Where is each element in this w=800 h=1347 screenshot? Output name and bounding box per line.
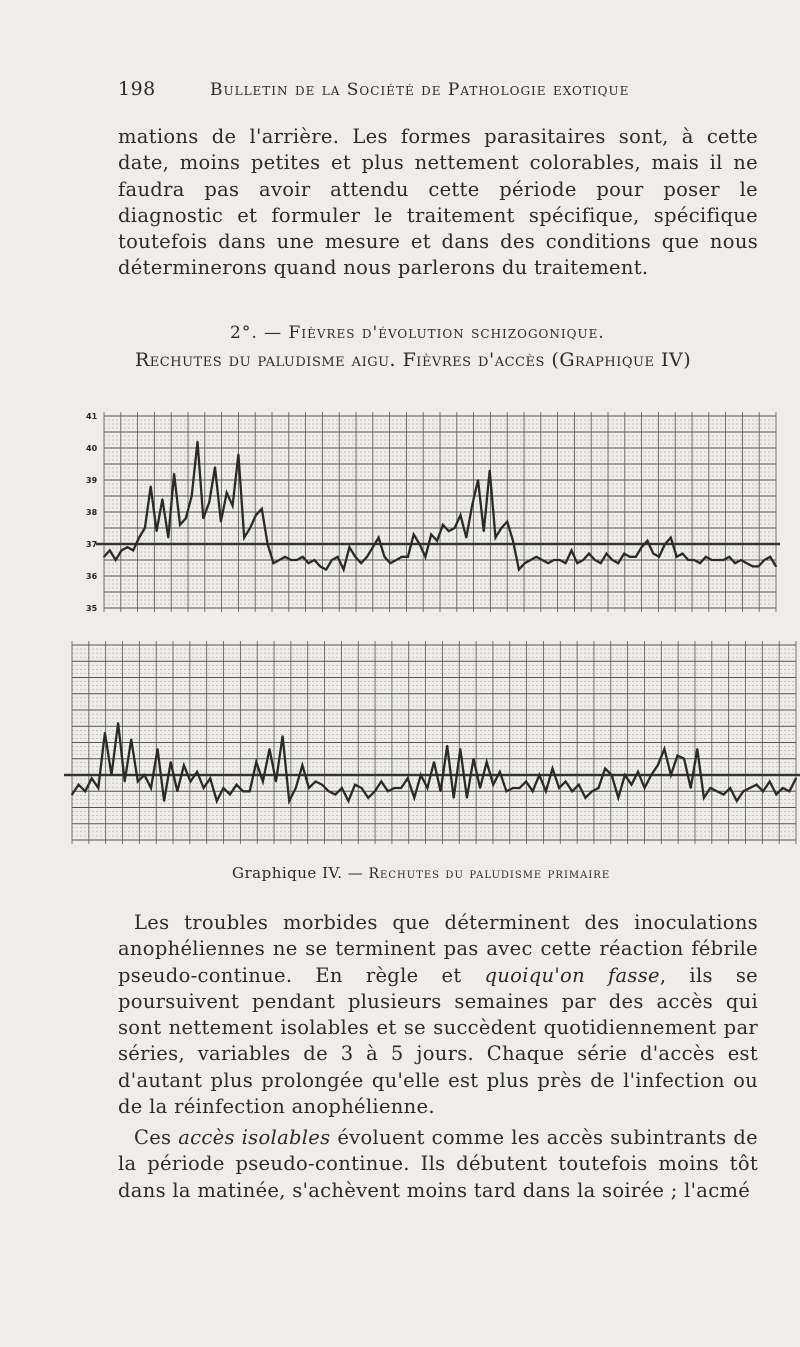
temperature-point — [190, 781, 192, 783]
temperature-point — [588, 553, 590, 555]
temperature-point — [387, 790, 389, 792]
temperature-point — [723, 794, 725, 796]
temperature-point — [670, 774, 672, 776]
temperature-point — [442, 524, 444, 526]
temperature-point — [267, 543, 269, 545]
temperature-point — [690, 787, 692, 789]
temperature-point — [196, 771, 198, 773]
temperature-point — [78, 784, 80, 786]
temperature-point — [717, 559, 719, 561]
temperature-point — [641, 546, 643, 548]
temperature-point — [179, 524, 181, 526]
y-tick-label: 37 — [86, 540, 98, 549]
temperature-point — [606, 553, 608, 555]
temperature-point — [361, 787, 363, 789]
temperature-point — [275, 781, 277, 783]
temperature-point — [775, 566, 777, 568]
temperature-point — [789, 790, 791, 792]
temperature-point — [448, 530, 450, 532]
temperature-point — [150, 486, 152, 488]
temperature-point — [91, 777, 93, 779]
temperature-point — [157, 748, 159, 750]
temperature-point — [758, 566, 760, 568]
temperature-point — [782, 787, 784, 789]
temperature-point — [249, 790, 251, 792]
paragraph-3-text-b: évoluent comme les accès subintrants de la période pseudo-continue. Ils débutent toutefois moins tôt dans la matinée, s'achèvent moins tard dans la soirée ; l'acmé — [118, 1126, 758, 1202]
temperature-point — [612, 559, 614, 561]
temperature-point — [124, 781, 126, 783]
temperature-point — [703, 797, 705, 799]
temperature-point — [736, 800, 738, 802]
temperature-point — [185, 518, 187, 520]
temperature-point — [249, 527, 251, 529]
temperature-point — [137, 781, 139, 783]
temperature-point — [380, 781, 382, 783]
temperature-point — [238, 454, 240, 456]
temperature-point — [652, 553, 654, 555]
paragraph-3-italic: accès isolables — [178, 1126, 331, 1149]
temperature-point — [229, 794, 231, 796]
temperature-point — [269, 748, 271, 750]
paragraph-2 — [118, 910, 758, 1120]
temperature-point — [427, 787, 429, 789]
temperature-point — [115, 559, 117, 561]
temperature-point — [242, 790, 244, 792]
temperature-point — [366, 556, 368, 558]
temperature-point — [578, 784, 580, 786]
temperature-point — [117, 722, 119, 724]
paragraph-2-text-b: , ils se poursuivent pendant plusieurs semaines par des accès qui sont nettement isolables et se succèdent quotidiennement par séries, variables de 3 à 5 jours. Chaque série d'accès est d'autant plus prolongée qu'elle est plus près de l'infection ou de la réinfection anophélienne. — [118, 963, 758, 1119]
temperature-point — [433, 761, 435, 763]
temperature-point — [647, 540, 649, 542]
temperature-point — [752, 566, 754, 568]
temperature-point — [664, 748, 666, 750]
temperature-point — [176, 790, 178, 792]
temperature-point — [576, 562, 578, 564]
temperature-point — [525, 781, 527, 783]
temperature-point — [419, 543, 421, 545]
temperature-point — [716, 790, 718, 792]
temperature-point — [631, 784, 633, 786]
section-heading: 2°. — Fièvres d'évolution schizogonique. — [230, 323, 605, 343]
temperature-point — [255, 514, 257, 516]
temperature-point — [696, 748, 698, 750]
temperature-point — [565, 781, 567, 783]
temperature-point — [501, 527, 503, 529]
temperature-point — [334, 794, 336, 796]
temperature-point — [328, 790, 330, 792]
temperature-point — [795, 777, 797, 779]
temperature-point — [395, 559, 397, 561]
temperature-point — [604, 768, 606, 770]
temperature-point — [337, 556, 339, 558]
temperature-point — [623, 553, 625, 555]
temperature-point — [670, 537, 672, 539]
temperature-point — [156, 530, 158, 532]
temperature-point — [512, 540, 514, 542]
temperature-point — [319, 566, 321, 568]
temperature-point — [518, 569, 520, 571]
temperature-point — [532, 790, 534, 792]
temperature-point — [524, 562, 526, 564]
temperature-point — [378, 537, 380, 539]
temperature-point — [565, 562, 567, 564]
section-subheading: Rechutes du paludisme aigu. Fièvres d'accès (Graphique IV) — [135, 349, 692, 371]
temperature-point — [308, 787, 310, 789]
temperature-point — [214, 466, 216, 468]
temperature-point — [756, 784, 758, 786]
temperature-point — [295, 787, 297, 789]
temperature-point — [97, 787, 99, 789]
temperature-chart-1 — [86, 412, 780, 613]
temperature-point — [571, 790, 573, 792]
y-tick-label: 39 — [86, 476, 98, 485]
temperature-point — [558, 787, 560, 789]
temperature-point — [553, 559, 555, 561]
temperature-point — [519, 787, 521, 789]
temperature-point — [290, 559, 292, 561]
temperature-point — [255, 761, 257, 763]
temperature-point — [400, 787, 402, 789]
temperature-point — [321, 784, 323, 786]
temperature-point — [582, 559, 584, 561]
temperature-point — [394, 787, 396, 789]
temperature-point — [315, 781, 317, 783]
paragraph-3 — [118, 1125, 758, 1204]
temperature-point — [343, 569, 345, 571]
running-head-title: Bulletin de la Société de Pathologie exotique — [210, 80, 630, 100]
temperature-point — [130, 738, 132, 740]
temperature-point — [401, 556, 403, 558]
temperature-point — [163, 800, 165, 802]
temperature-point — [389, 562, 391, 564]
temperature-point — [436, 540, 438, 542]
temperature-point — [209, 777, 211, 779]
caption-title: Rechutes du paludisme primaire — [368, 866, 611, 882]
temperature-point — [284, 556, 286, 558]
temperature-point — [314, 559, 316, 561]
temperature-point — [769, 556, 771, 558]
temperature-point — [512, 787, 514, 789]
temperature-point — [236, 784, 238, 786]
temperature-point — [262, 781, 264, 783]
temperature-point — [296, 559, 298, 561]
temperature-point — [407, 556, 409, 558]
temperature-point — [374, 790, 376, 792]
temperature-point — [746, 562, 748, 564]
temperature-point — [635, 556, 637, 558]
temperature-point — [109, 550, 111, 552]
temperature-point — [84, 790, 86, 792]
temperature-point — [103, 556, 105, 558]
temperature-point — [302, 764, 304, 766]
temperature-point — [144, 774, 146, 776]
temperature-point — [617, 562, 619, 564]
temperature-point — [440, 790, 442, 792]
temperature-point — [571, 550, 573, 552]
y-tick-label: 40 — [86, 444, 98, 453]
temperature-point — [740, 559, 742, 561]
temperature-point — [232, 505, 234, 507]
temperature-point — [384, 556, 386, 558]
temperature-point — [288, 800, 290, 802]
temperature-point — [763, 559, 765, 561]
temperature-point — [483, 530, 485, 532]
temperature-point — [349, 546, 351, 548]
temperature-point — [197, 441, 199, 443]
temperature-point — [121, 550, 123, 552]
temperature-point — [677, 755, 679, 757]
temperature-point — [495, 537, 497, 539]
y-tick-label: 41 — [86, 412, 98, 421]
temperature-point — [144, 527, 146, 529]
temperature-point — [183, 764, 185, 766]
temperature-point — [477, 479, 479, 481]
temperature-point — [624, 774, 626, 776]
y-tick-label: 36 — [86, 572, 98, 581]
temperature-point — [278, 559, 280, 561]
temperature-point — [682, 553, 684, 555]
temperature-point — [536, 556, 538, 558]
caption-prefix: Graphique IV. — — [232, 864, 369, 882]
temperature-point — [454, 527, 456, 529]
temperature-point — [598, 787, 600, 789]
temperature-point — [203, 787, 205, 789]
temperature-point — [138, 537, 140, 539]
temperature-point — [699, 562, 701, 564]
temperature-point — [769, 781, 771, 783]
temperature-point — [465, 537, 467, 539]
temperature-point — [367, 797, 369, 799]
temperature-point — [711, 559, 713, 561]
page-number: 198 — [118, 78, 156, 100]
temperature-point — [132, 550, 134, 552]
temperature-point — [354, 556, 356, 558]
temperature-point — [71, 794, 73, 796]
temperature-point — [591, 790, 593, 792]
temperature-point — [208, 502, 210, 504]
temperature-point — [552, 768, 554, 770]
temperature-point — [413, 797, 415, 799]
temperature-point — [594, 559, 596, 561]
temperature-point — [191, 495, 193, 497]
temperature-point — [530, 559, 532, 561]
paragraph-2-text-a: Les troubles morbides que déterminent des inoculations anophéliennes ne se terminent pas avec cette réaction fébrile pseudo-continue. En règle et — [118, 911, 758, 987]
temperature-point — [325, 569, 327, 571]
temperature-point — [723, 559, 725, 561]
temperature-point — [687, 559, 689, 561]
temperature-point — [676, 556, 678, 558]
temperature-point — [273, 562, 275, 564]
temperature-point — [585, 797, 587, 799]
temperature-point — [360, 562, 362, 564]
paragraph-2-italic: quoiqu'on fasse — [484, 963, 660, 987]
temperature-point — [420, 774, 422, 776]
temperature-point — [459, 748, 461, 750]
temperature-point — [538, 774, 540, 776]
temperature-point — [734, 562, 736, 564]
temperature-point — [354, 784, 356, 786]
temperature-point — [611, 774, 613, 776]
temperature-point — [150, 787, 152, 789]
temperature-point — [372, 546, 374, 548]
temperature-point — [220, 521, 222, 523]
temperature-point — [705, 556, 707, 558]
temperature-point — [104, 732, 106, 734]
temperature-point — [629, 556, 631, 558]
temperature-point — [492, 784, 494, 786]
temperature-point — [413, 534, 415, 536]
temperature-point — [167, 537, 169, 539]
temperature-point — [486, 761, 488, 763]
temperature-point — [547, 562, 549, 564]
temperature-point — [729, 787, 731, 789]
temperature-point — [506, 790, 508, 792]
figure-caption — [232, 864, 610, 882]
temperature-point — [506, 521, 508, 523]
temperature-point — [559, 559, 561, 561]
temperature-point — [261, 508, 263, 510]
temperature-point — [430, 534, 432, 536]
temperature-point — [728, 556, 730, 558]
paragraph-1: mations de l'arrière. Les formes parasitaires sont, à cette date, moins petites et plus nettement colorables, mais il ne faudra pas avoir attendu cette période pour poser le diagnostic et formuler le traitement spécifique, spécifique toutefois dans une mesure et dans des conditions que nous déterminerons quand nous parlerons du traitement. — [118, 125, 758, 280]
temperature-point — [348, 800, 350, 802]
temperature-point — [693, 559, 695, 561]
temperature-point — [683, 758, 685, 760]
temperature-chart-2 — [64, 641, 800, 844]
temperature-point — [226, 492, 228, 494]
temperature-point — [657, 764, 659, 766]
temperature-point — [170, 761, 172, 763]
temperature-point — [111, 774, 113, 776]
temperature-point — [742, 790, 744, 792]
temperature-point — [341, 787, 343, 789]
temperature-point — [749, 787, 751, 789]
temperature-point — [216, 800, 218, 802]
temperature-point — [479, 787, 481, 789]
temperature-point — [202, 518, 204, 520]
temperature-point — [331, 559, 333, 561]
temperature-point — [545, 790, 547, 792]
temperature-point — [637, 771, 639, 773]
temperature-point — [499, 771, 501, 773]
temperature-point — [308, 562, 310, 564]
temperature-point — [173, 473, 175, 475]
temperature-point — [162, 498, 164, 500]
temperature-point — [473, 758, 475, 760]
temperature-point — [600, 562, 602, 564]
temperature-point — [302, 556, 304, 558]
temperature-point — [407, 777, 409, 779]
temperature-point — [489, 470, 491, 472]
temperature-point — [446, 745, 448, 747]
temperature-point — [466, 797, 468, 799]
temperature-point — [710, 787, 712, 789]
temperature-point — [243, 537, 245, 539]
y-tick-label: 35 — [86, 604, 98, 613]
temperature-point — [460, 514, 462, 516]
temperature-point — [425, 556, 427, 558]
paragraph-3-text-a: Ces — [134, 1126, 179, 1149]
temperature-point — [658, 556, 660, 558]
temperature-point — [617, 797, 619, 799]
temperature-point — [453, 797, 455, 799]
temperature-point — [762, 790, 764, 792]
temperature-point — [650, 774, 652, 776]
temperature-point — [664, 543, 666, 545]
temperature-point — [644, 787, 646, 789]
temperature-point — [541, 559, 543, 561]
temperature-point — [127, 546, 129, 548]
temperature-point — [471, 505, 473, 507]
temperature-point — [223, 787, 225, 789]
temperature-point — [282, 735, 284, 737]
temperature-point — [775, 794, 777, 796]
y-tick-label: 38 — [86, 508, 98, 517]
